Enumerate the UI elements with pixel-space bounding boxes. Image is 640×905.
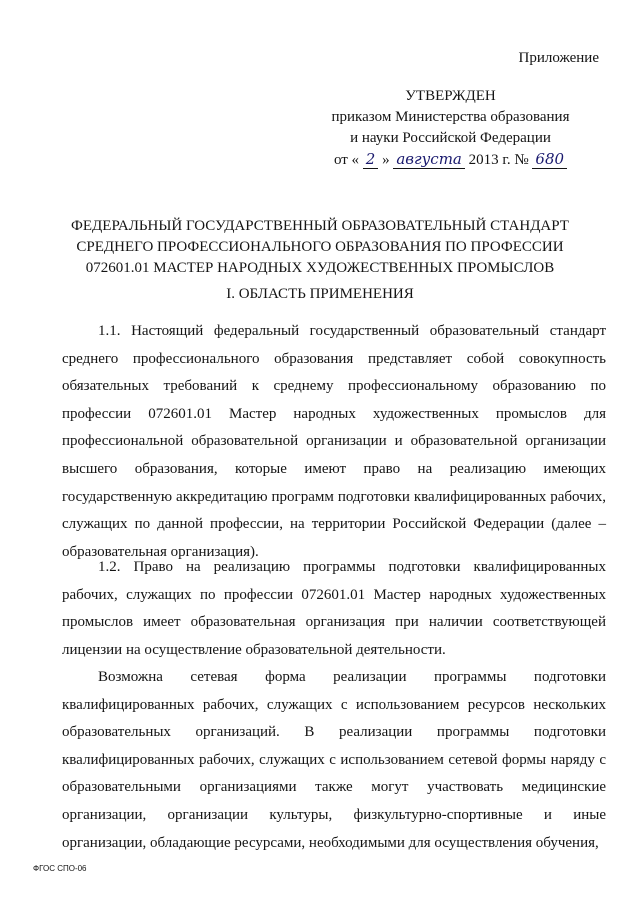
paragraph-network-form: Возможна сетевая форма реализации программы подготовки квалифицированных рабочих, служащих с использованием ресурсов нескольких образовательных организаций. В реализации программы подготовки квалифицированных рабочих, служащих с использованием сетевой формы наряду с образовательными организациями также могут участвовать медицинские организации, организации культуры, физкультурно-спортивные и иные организации, обладающие ресурсами, необходимыми для осуществления обучения, [62,669,606,851]
date-mid: » [382,152,390,168]
section-heading: I. ОБЛАСТЬ ПРИМЕНЕНИЯ [226,286,414,302]
paragraph-1-1: 1.1. Настоящий федеральный государственный образовательный стандарт среднего профессионального образования представляет собой совокупность обязательных требований к среднему профессиональному образованию по профессии 072601.01 Мастер народных художественных промыслов для профессиональной образовательной организации и образовательной организации высшего образования, которые имеют право на реализацию имеющих государственную аккредитацию программ подготовки квалифицированных рабочих, служащих по данной профессии, на территории Российской Федерации (далее – образовательная организация). [62,323,606,560]
date-day: 2 [363,150,379,169]
order-line-2: и науки Российской Федерации [350,130,551,146]
order-date-line [318,149,583,171]
approval-block [318,86,583,171]
document-title [0,216,640,279]
title-line-3: 072601.01 МАСТЕР НАРОДНЫХ ХУДОЖЕСТВЕННЫХ ПРОМЫСЛОВ [85,260,555,276]
paragraph-1-2: 1.2. Право на реализацию программы подготовки квалифицированных рабочих, служащих по профессии 072601.01 Мастер народных художественных промыслов имеет образовательная организация при наличии соответствующей лицензии на осуществление образовательной деятельности. [62,559,606,658]
title-line-2: СРЕДНЕГО ПРОФЕССИОНАЛЬНОГО ОБРАЗОВАНИЯ ПО ПРОФЕССИИ [76,239,564,255]
footer-code: ФГОС СПО-06 [33,864,87,873]
approved-label: УТВЕРЖДЕН [405,88,496,104]
order-number: 680 [532,150,567,169]
date-year: 2013 г. № [468,152,529,168]
date-prefix: от « [333,152,360,168]
title-line-1: ФЕДЕРАЛЬНЫЙ ГОСУДАРСТВЕННЫЙ ОБРАЗОВАТЕЛЬНЫЙ СТАНДАРТ [71,218,569,234]
date-month: августа [393,150,465,169]
order-line-1: приказом Министерства образования [331,109,570,125]
appendix-label: Приложение [518,50,599,66]
